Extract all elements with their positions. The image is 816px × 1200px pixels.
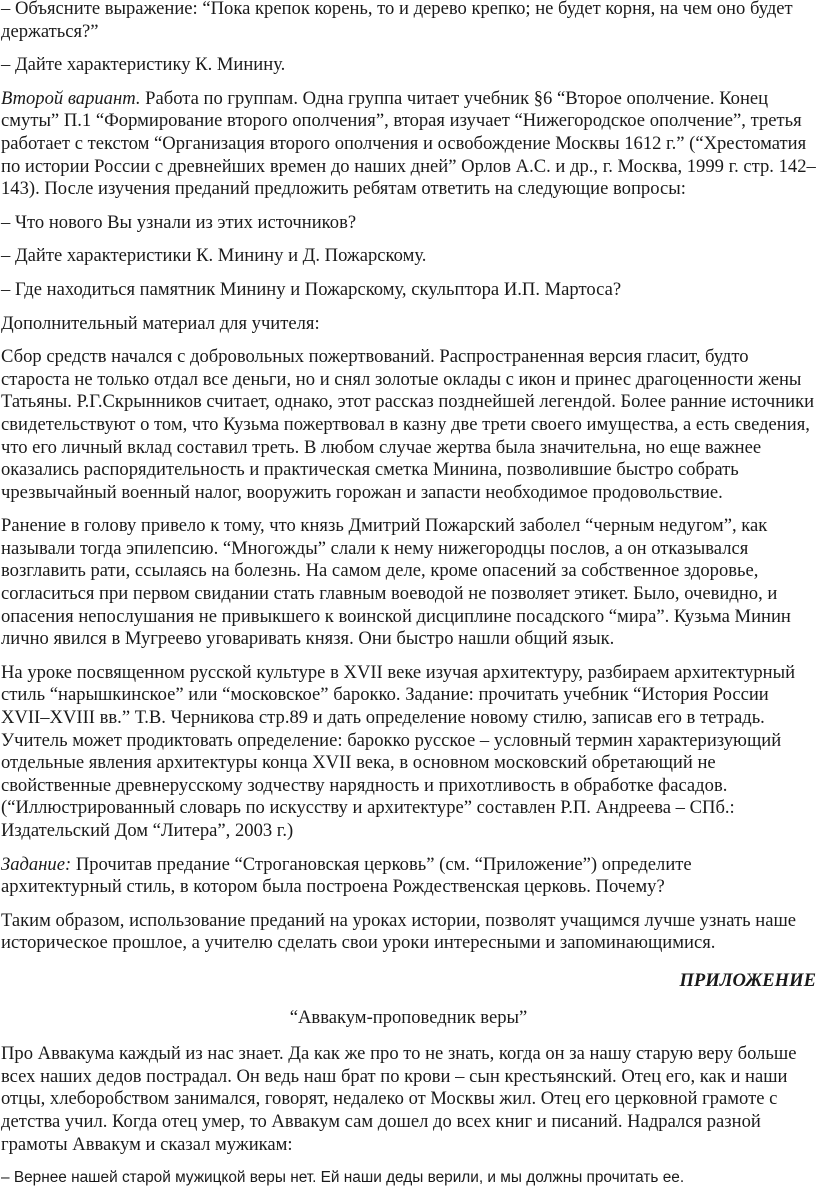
paragraph-avvakum-quote: – Вернее нашей старой мужицкой веры нет. Ей наши деды верили, и мы должны прочитать ее. [1,1169,685,1187]
paragraph-conclusion: Таким образом, использование преданий на уроках истории, позволят учащимся лучше узнать наше историческое прошлое, а учителю сделать свои уроки интересными и запоминающимися. [1,909,797,954]
paragraph-task [1,854,816,899]
paragraph-avvakum: Про Аввакума каждый из нас знает. Да как же про то не знать, когда он за нашу старую веру больше всех наших дедов пострадал. Он ведь наш брат по крови – сын крестьянский. Отец его, как и наши отцы, хлеборобством занимался, говорят, недалеко от Москвы жил. Отец его церковной грамоте с детства учил. Когда отец умер, то Аввакум сам дошел до всех книг и писаний. Надрался разной грамоты Аввакум и сказал мужикам: [1,1043,797,1155]
second-variant-text: Работа по группам. Одна группа читает учебник §6 “Второе ополчение. Конец смуты” П.1 “Формирование второго ополчения”, вторая изучает “Нижегородское ополчение”, третья работает с текстом “Организация второго ополчения и освобождение Москвы 1612 г.” (“Хрестоматия по истории России с древнейших времен до наших дней” Орлов А.С. и др., г. Москва, 1999 г. стр. 142–143). После изучения преданий предложить ребятам ответить на следующие вопросы: [1,87,816,200]
paragraph-funds: Сбор средств начался с добровольных пожертвований. Распространенная версия гласит, будто староста не только отдал все деньги, но и снял золотые оклады с икон и принес драгоценности жены Татьяны. Р.Г.Скрынников считает, однако, этот рассказ позднейшей легендой. Более ранние источники свидетельствуют о том, что Кузьма пожертвовал в казну две трети своего имущества, а есть сведения, что его личный вклад составил треть. В любом случае жертва была значительна, но еще важнее оказались распорядительность и практическая сметка Минина, позволившие быстро собрать чрезвычайный военный налог, вооружить горожан и запасти необходимое продовольствие. [1,346,815,503]
appendix-heading: ПРИЛОЖЕНИЕ [679,969,816,991]
paragraph-question-proverb: – Объясните выражение: “Пока крепок корень, то и дерево крепко; не будет корня, на чем оно будет держаться?” [1,0,793,42]
paragraph-teacher-material: Дополнительный материал для учителя: [1,312,320,334]
second-variant-label: Второй вариант. [1,87,141,109]
paragraph-question-monument: – Где находиться памятник Минину и Пожарскому, скульптора И.П. Мартоса? [1,278,622,300]
appendix-title: “Аввакум-проповедник веры” [289,1006,528,1028]
task-label: Задание: [1,853,72,875]
paragraph-pozharsky: Ранение в голову привело к тому, что князь Дмитрий Пожарский заболел “черным недугом”, как называли тогда эпилепсию. “Многожды” слали к нему нижегородцы послов, а он отказывался возглавить рати, ссылаясь на болезнь. На самом деле, кроме опасений за собственное здоровье, согласиться при первом свидании стать главным воеводой не позволяет этикет. Было, очевидно, и опасения непослушания не привыкшего к воинской дисциплине посадского “мира”. Кузьма Минин лично явился в Мугреево уговаривать князя. Они быстро нашли общий язык. [1,515,791,650]
paragraph-question-minin: – Дайте характеристику К. Минину. [1,54,286,76]
paragraph-question-characteristics: – Дайте характеристики К. Минину и Д. Пожарскому. [1,245,427,267]
paragraph-question-new: – Что нового Вы узнали из этих источников? [1,211,357,233]
paragraph-baroque: На уроке посвященном русской культуре в XVII веке изучая архитектуру, разбираем архитектурный стиль “нарышкинское” или “московское” барокко. Задание: прочитать учебник “История России XVII–XVIII вв.” Т.В. Черникова стр.89 и дать определение новому стилю, записав его в тетрадь. Учитель может продиктовать определение: барокко русское – условный термин характеризующий отдельные явления архитектуры конца XVII века, в основном московский обретающий не свойственные древнерусскому зодчеству нарядность и прихотливость в обработке фасадов. (“Иллюстрированный словарь по искусству и архитектуре” составлен Р.П. Андреева – СПб.: Издательский Дом “Литера”, 2003 г.) [1,661,796,841]
task-text: Прочитав предание “Строгановская церковь” (см. “Приложение”) определите архитектурный стиль, в котором была построена Рождественская церковь. Почему? [1,853,692,898]
paragraph-second-variant [1,88,816,201]
